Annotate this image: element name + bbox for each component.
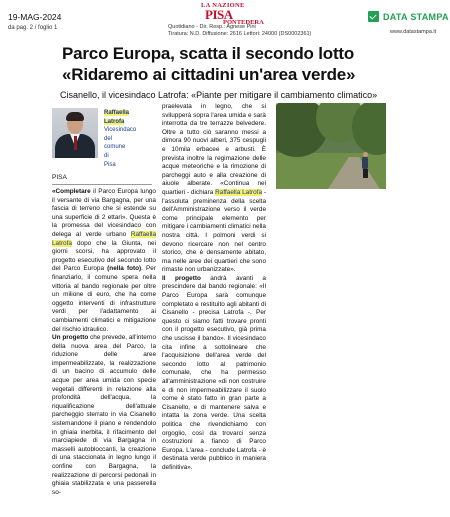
- person-role-1: Vicesindaco: [104, 127, 137, 134]
- datastampa-url[interactable]: www.datastampa.it: [390, 29, 437, 35]
- text-run: che prevede, all'interno della nuova area del Parco, la riduzione delle aree impermeabilizzate, la realizzazione di un bacino di accumulo delle acque per area umida con specie vegetali differenti in relazione alla profondità dell'acqua, la riqualificazione dell'attuale parcheggio sterrato in via Cisanello sistemandone il piano e rendendolo in ghiaia inerbita, il rifacimento del marciapiede di via Bargagna in masselli autobloccanti, la creazione di una staccionata in legno lungo il confine con Bargagna, la realizzazione di percorsi pedonali in ghiaia stabilizzata e una passerella so-: [52, 334, 156, 496]
- publication-meta: [168, 24, 368, 38]
- meta-line-1: Quotidiano - Dir. Resp.: Agnese Pini: [168, 24, 256, 30]
- photo-person: [362, 157, 368, 169]
- portrait-hair: [66, 112, 84, 121]
- column-2-paragraph: [162, 103, 266, 275]
- column-2-paragraph-2: [162, 275, 266, 473]
- newspaper-logo-top: LA NAZIONE: [201, 2, 245, 9]
- article-title-line-1: Parco Europa, scatta il secondo lotto: [62, 44, 355, 63]
- bold-run: (nella foto): [107, 265, 142, 273]
- lead-word: Un progetto: [52, 334, 89, 342]
- publication-date: 19-MAG-2024: [8, 12, 62, 22]
- page-info: da pag. 2 / foglio 1: [8, 25, 58, 31]
- photo-tree: [352, 103, 386, 155]
- text-run: praelevata in legno, che si svilupperà sopra l'area umida e sarà interrotta da tre terrazze belvedere. Oltre a tutto ciò saranno messi a dimora 90 nuovi alberi, 375 cespugli e 10mila erbacee e arbusti. È prevista inoltre la regimazione delle acque meteoriche e la rimozione di parcheggi auto e alla creazione di aiuole alberate. «Continua nei quartieri - dichiara: [162, 103, 266, 196]
- person-caption: [104, 109, 148, 169]
- text-run: andrà avanti a prescindere dal bando regionale: «Il Parco Europa sarà comunque completato e restituito agli abitanti di Cisanello - precisa Latrofa -. Per questo ci siamo fatti trovare pronti con il progetto esecutivo, già prima che uscisse il bando». Il vicesindaco cita infine a sottolineare che l'acquisizione dell'area verde del secondo lotto al patrimonio comunale, che ha permesso all'amministrazione «di non costruire e di non impermeabilizzare il suolo come è stato fatto in gran parte a Cisanello, e di mantenere salva e intatta la zona verde. Una scelta politica che rivendichiamo con orgoglio, così da trovarci senza costruzioni a fianco di Parco Europa. L'area - conclude Latrofa - è destinata verde pubblico in maniera definitiva».: [162, 274, 266, 471]
- park-photo: [276, 103, 386, 189]
- column-1-paragraph-2: [52, 334, 156, 497]
- newspaper-logo-main: PISA: [205, 7, 233, 22]
- photo-person-legs: [363, 169, 368, 178]
- text-run: dopo che la Giunta, nei giorni scorsi, ha approvato il progetto esecutivo del secondo lotto del Parco Europa: [52, 239, 156, 273]
- text-run: il Parco Europa lungo il versante di via Bargagna, per una fascia di terreno che si estende su una superficie di 2 ettari». Questa è la promessa del vicesindaco con delega al verde urbano: [52, 188, 156, 238]
- clipping-header: [0, 0, 450, 40]
- article-title-line-2: «Ridaremo ai cittadini un'area verde»: [62, 65, 356, 84]
- person-name: [104, 109, 148, 126]
- article-subtitle: Cisanello, il vicesindaco Latrofa: «Piante per mitigare il cambiamento climatico»: [60, 90, 378, 100]
- portrait-tie: [74, 136, 77, 150]
- dateline-divider: [52, 184, 152, 185]
- article-column-2: [162, 103, 266, 517]
- column-1-paragraph: [52, 188, 156, 334]
- highlighted-name: Raffaella Latrofa: [52, 230, 156, 247]
- newspaper-logo-sub: PONTEDERA: [223, 19, 264, 26]
- person-role-5: Pisa: [104, 161, 116, 168]
- person-first-name: Raffaella: [104, 110, 130, 116]
- text-run: - l'assoluta preminenza della scelta dell'Amministrazione verso il verde come principale elemento per mitigare i cambiamenti climatici nella nostra città. I polmoni verdi si devono ricercare non nel centro storico, che è densamente abitato, ma nelle aree dei quartieri che sono rimaste non urbanizzate».: [162, 188, 266, 274]
- person-last-name: Latrofa: [104, 118, 125, 125]
- person-role-3: comune: [104, 144, 126, 151]
- lead-word: Il progetto: [162, 274, 201, 282]
- portrait-photo: [52, 108, 98, 158]
- person-role-4: di: [104, 152, 109, 159]
- check-square-icon: [368, 11, 379, 22]
- photo-person-head: [363, 152, 368, 157]
- datastampa-label: DATA STAMPA: [383, 11, 449, 22]
- dateline-location: PISA: [52, 174, 67, 181]
- meta-line-2: Tiratura: N.D. Diffusione: 2616 Lettori: 24000 (DS0002361): [168, 31, 312, 37]
- highlighted-name: Raffaella Latrofa: [215, 188, 263, 196]
- person-role-2: del: [104, 135, 113, 142]
- lead-word: «Completare: [52, 188, 91, 195]
- article-column-1: [52, 188, 156, 516]
- datastampa-badge: [368, 11, 449, 22]
- text-run: . Per finanziarlo, il comune spera nella vittoria al bando regionale per oltre un milione di euro, che ha come oggetto interventi di infrastrutture verdi per l'adattamento ai cambiamenti climatici e mitigazione del rischio idraulico.: [52, 265, 156, 333]
